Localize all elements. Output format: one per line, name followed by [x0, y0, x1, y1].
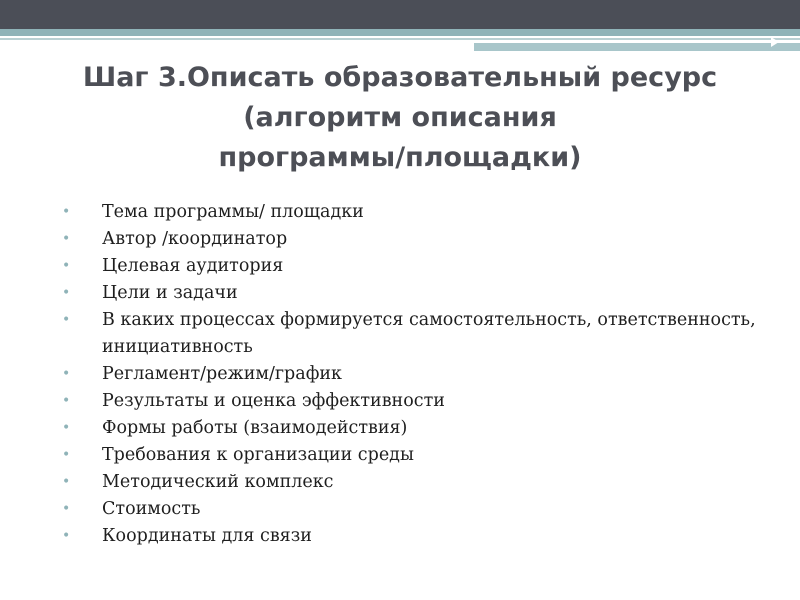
- bullet-icon: •: [62, 447, 71, 463]
- list-item: [62, 442, 762, 469]
- bullet-icon: •: [62, 312, 71, 328]
- slide-title-line-2: (алгоритм описания: [243, 102, 557, 133]
- list-item-text: Результаты и оценка эффективности: [102, 391, 445, 411]
- bullet-icon: •: [62, 474, 71, 490]
- list-item: [62, 415, 762, 442]
- list-item: [62, 280, 762, 307]
- list-item: [62, 253, 762, 280]
- list-item: [62, 523, 762, 550]
- slide-title-line-3: программы/площадки): [218, 142, 582, 173]
- list-item-text: Цели и задачи: [102, 283, 238, 303]
- bullet-list: [62, 199, 762, 550]
- bullet-icon: •: [62, 501, 71, 517]
- bullet-icon: •: [62, 420, 71, 436]
- list-item-text: Методический комплекс: [102, 472, 334, 492]
- header-accent-line: [0, 38, 800, 40]
- bullet-icon: •: [62, 528, 71, 544]
- bullet-icon: •: [62, 285, 71, 301]
- list-item-text: В каких процессах формируется самостоятельность, ответственность, инициативность: [102, 310, 756, 357]
- header-band: [0, 0, 800, 29]
- list-item: [62, 199, 762, 226]
- list-item-text: Тема программы/ площадки: [102, 202, 364, 222]
- list-item: [62, 388, 762, 415]
- bullet-icon: •: [62, 393, 71, 409]
- list-item-text: Целевая аудитория: [102, 256, 284, 276]
- list-item: [62, 361, 762, 388]
- list-item: [62, 226, 762, 253]
- list-item-text: Регламент/режим/график: [102, 364, 342, 384]
- list-item: [62, 307, 762, 361]
- list-item-text: Автор /координатор: [102, 229, 288, 249]
- list-item-text: Стоимость: [102, 499, 201, 519]
- bullet-icon: •: [62, 366, 71, 382]
- bullet-icon: •: [62, 204, 71, 220]
- list-item-text: Формы работы (взаимодействия): [102, 418, 408, 438]
- bullet-icon: •: [62, 231, 71, 247]
- header-accent-band: [0, 29, 800, 36]
- slide-title: [40, 58, 760, 178]
- list-item-text: Требования к организации среды: [102, 445, 414, 465]
- bullet-icon: •: [62, 258, 71, 274]
- list-item: [62, 496, 762, 523]
- list-item-text: Координаты для связи: [102, 526, 312, 546]
- list-item: [62, 469, 762, 496]
- header-accent-strip: [474, 43, 800, 51]
- slide-title-line-1: Шаг 3.Описать образовательный ресурс: [82, 62, 718, 93]
- arrow-decoration-icon: [771, 37, 779, 47]
